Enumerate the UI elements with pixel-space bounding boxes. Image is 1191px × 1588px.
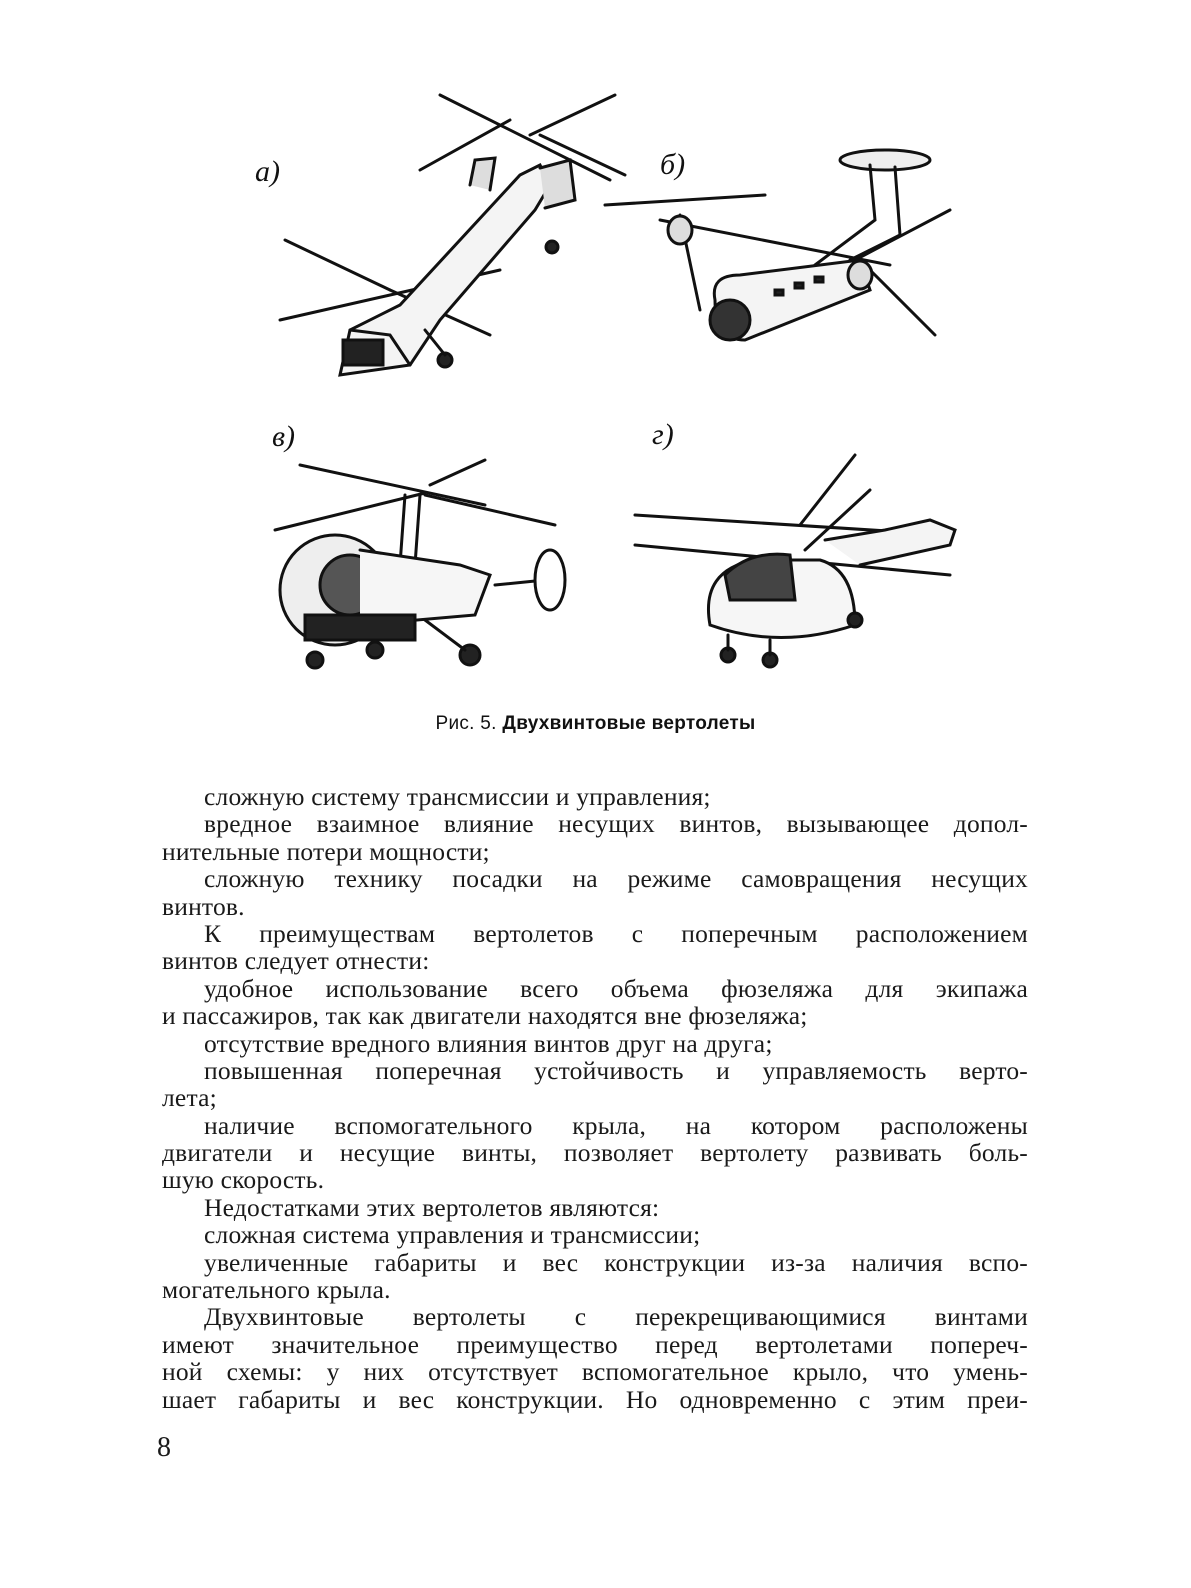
text-line: лета;	[162, 1083, 217, 1113]
text-line: винтов следует отнести:	[162, 946, 430, 976]
text-line: имеют значительное преимущество перед вертолетами попереч-	[162, 1329, 1028, 1359]
figure-5	[150, 80, 1050, 720]
text-line: наличие вспомогательного крыла, на котором расположены	[204, 1110, 1028, 1140]
text-line: шую скорость.	[162, 1165, 325, 1195]
text-line: Недостатками этих вертолетов являются:	[204, 1192, 660, 1222]
figure-caption	[0, 713, 1191, 735]
text-line: винтов.	[162, 891, 245, 921]
text-line: вредное взаимное влияние несущих винтов, вызывающее допол-	[204, 809, 1028, 839]
text-line: увеличенные габариты и вес конструкции из-за наличия вспо-	[204, 1247, 1028, 1277]
figure-label-v: в)	[272, 420, 296, 453]
body-text	[162, 783, 1028, 1413]
caption-title: Двухвинтовые вертолеты	[502, 713, 756, 734]
text-line: К преимуществам вертолетов с поперечным расположением	[204, 918, 1028, 948]
text-line: шает габариты и вес конструкции. Но одновременно с этим преи-	[162, 1384, 1028, 1414]
figure-label-b: б)	[660, 148, 686, 181]
text-line: сложная система управления и трансмиссии;	[204, 1220, 701, 1250]
text-line: Двухвинтовые вертолеты с перекрещивающимися винтами	[204, 1302, 1028, 1332]
tandem-helicopter-drawing	[240, 90, 650, 390]
text-line: удобное использование всего объема фюзеляжа для экипажа	[204, 973, 1028, 1003]
text-line: двигатели и несущие винты, позволяет вертолету развивать боль-	[162, 1138, 1028, 1168]
caption-prefix: Рис. 5.	[435, 713, 497, 734]
figure-label-a: а)	[255, 155, 280, 188]
transverse-helicopter-drawing	[600, 145, 960, 365]
text-line: ной схемы: у них отсутствует вспомогательное крыло, что умень-	[162, 1357, 1028, 1387]
intermeshing-helicopter-drawing	[630, 450, 970, 680]
text-line: сложную технику посадки на режиме самовращения несущих	[204, 864, 1028, 894]
text-line: отсутствие вредного влияния винтов друг на друга;	[204, 1028, 773, 1058]
text-line: повышенная поперечная устойчивость и управляемость верто-	[204, 1055, 1028, 1085]
text-line: и пассажиров, так как двигатели находятся вне фюзеляжа;	[162, 1001, 808, 1031]
page-number: 8	[157, 1432, 171, 1463]
coaxial-helicopter-drawing	[270, 455, 570, 695]
figure-label-g: г)	[652, 418, 674, 451]
text-line: сложную систему трансмиссии и управления;	[204, 782, 711, 811]
text-line: нительные потери мощности;	[162, 836, 490, 866]
text-line: могательного крыла.	[162, 1275, 391, 1305]
